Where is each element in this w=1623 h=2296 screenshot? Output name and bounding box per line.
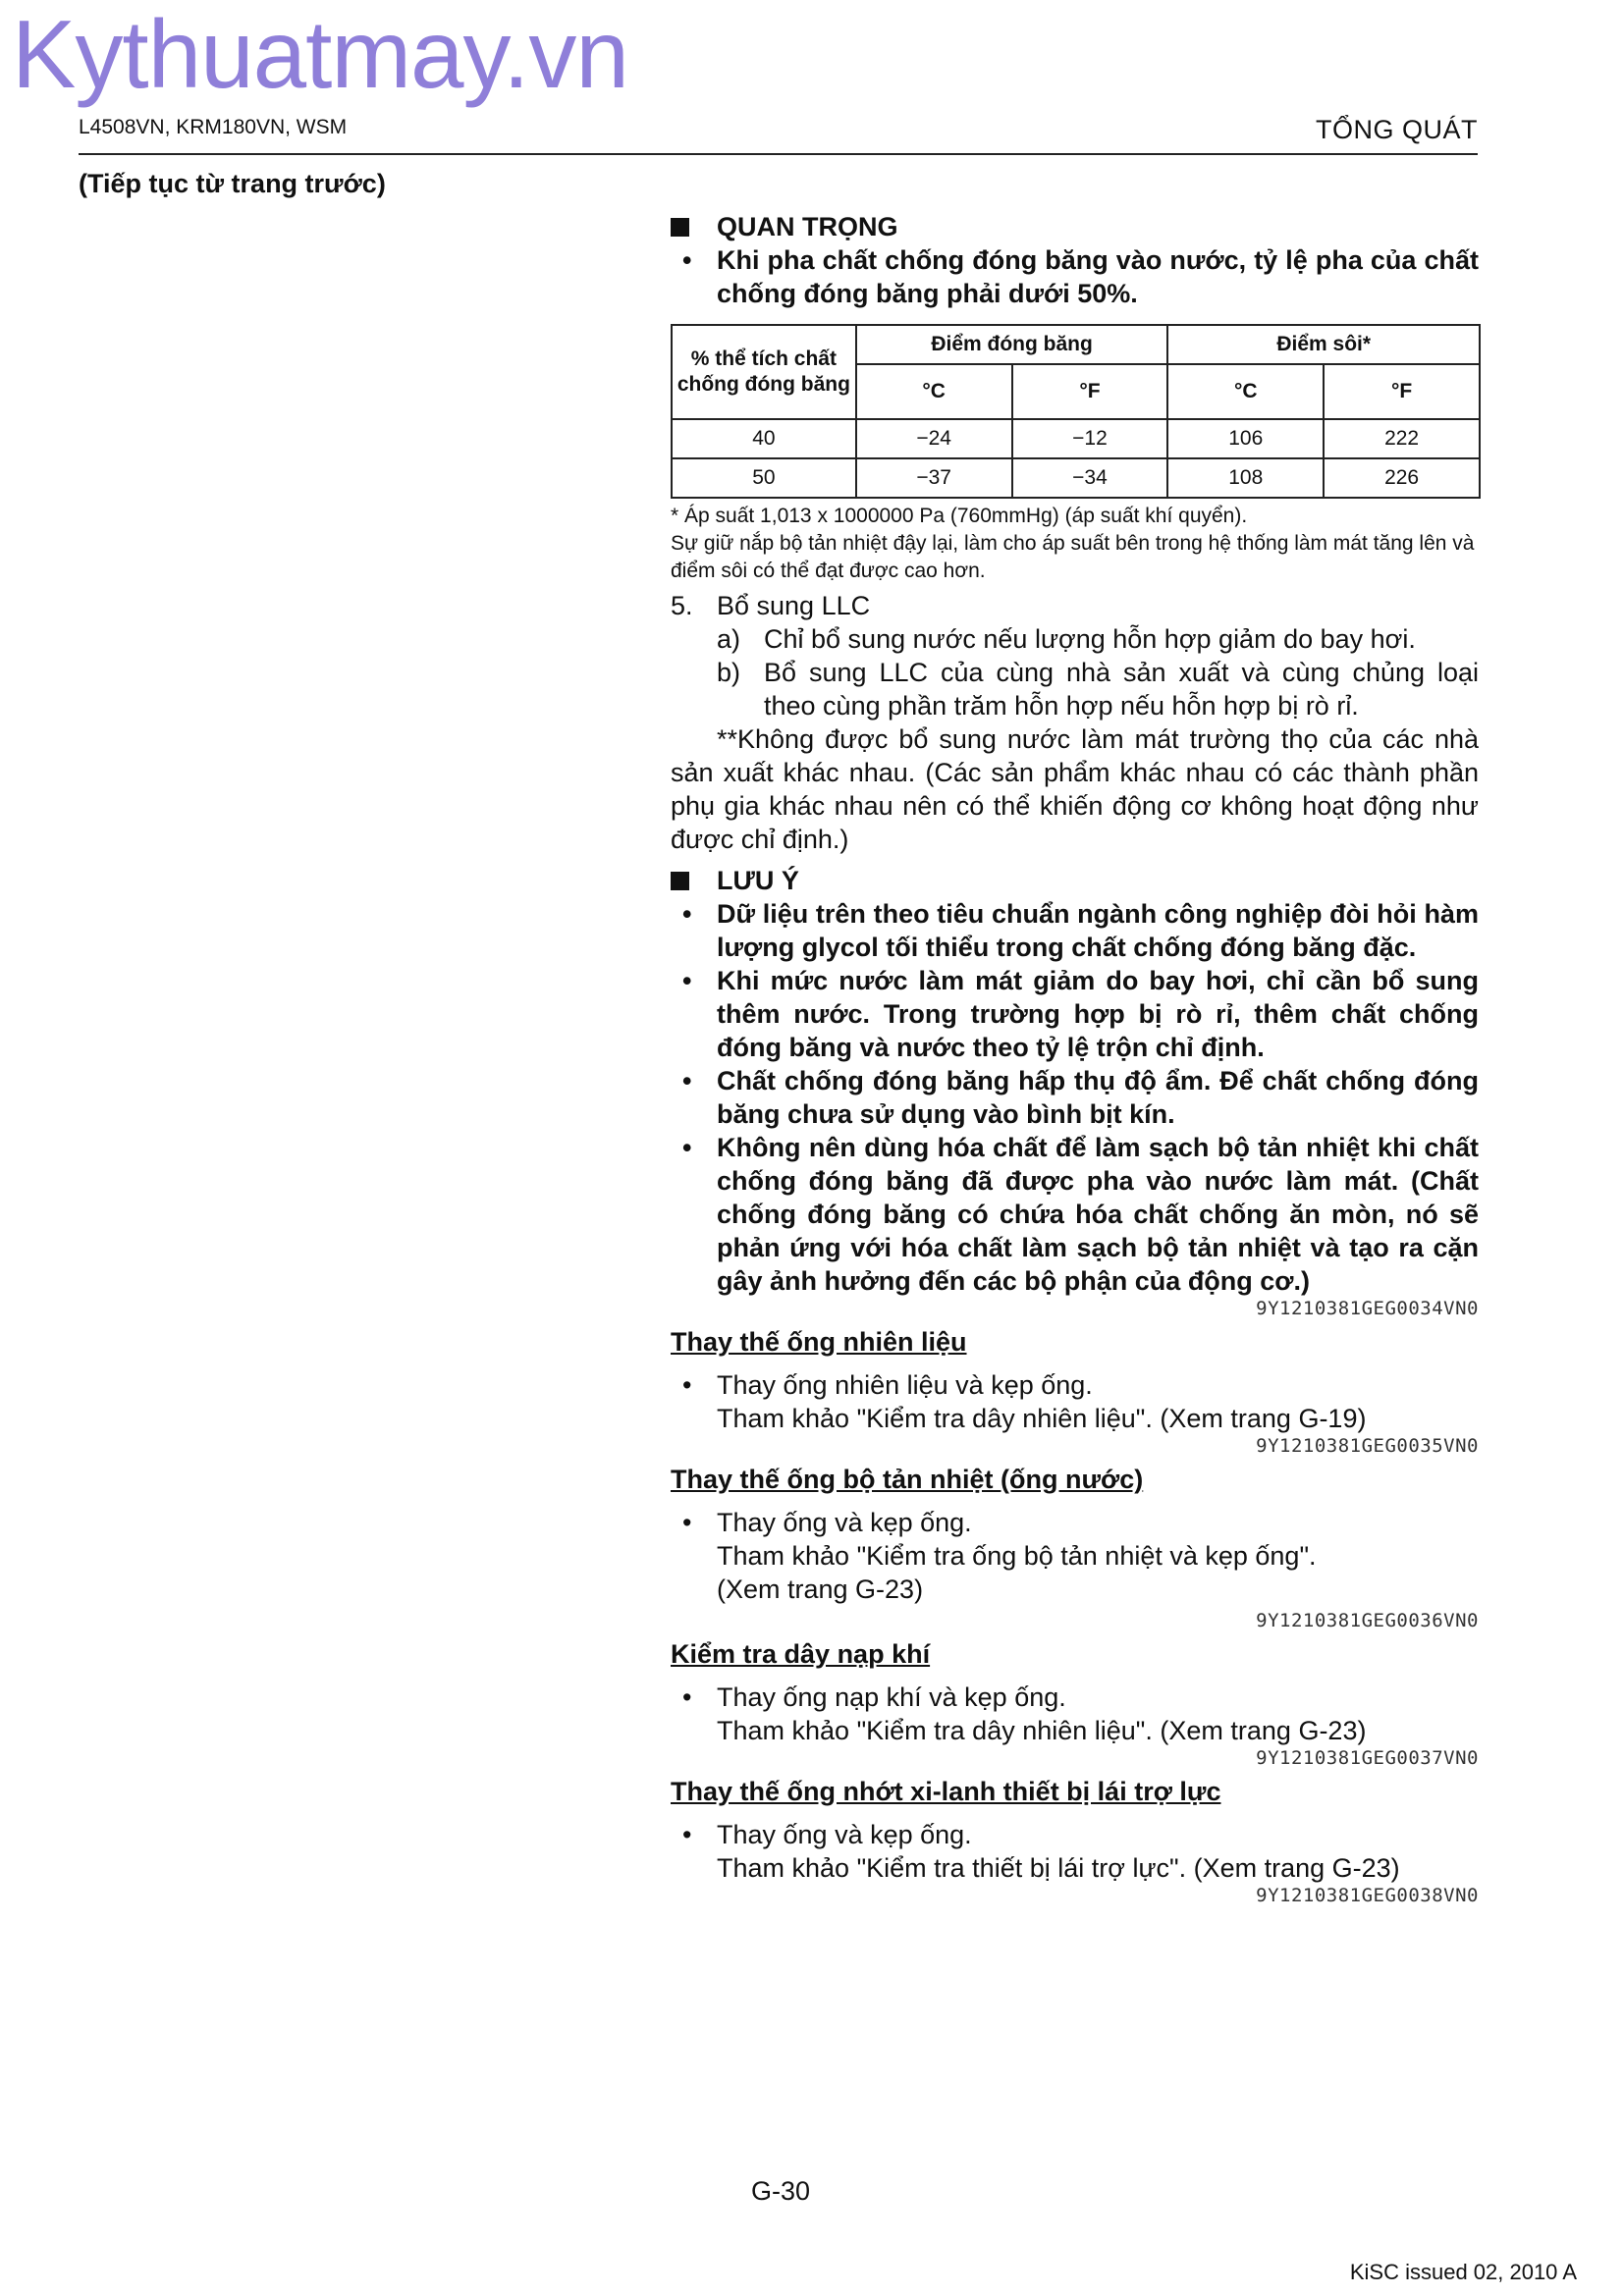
bullet-icon: • <box>682 1508 692 1537</box>
step-5 <box>671 589 1479 622</box>
doc-code: 9Y1210381GEG0035VN0 <box>1256 1435 1479 1457</box>
doc-code: 9Y1210381GEG0034VN0 <box>1256 1298 1479 1319</box>
section-line: Thay ống nạp khí và kẹp ống. <box>717 1682 1066 1712</box>
th-boil-c: °C <box>1167 364 1324 419</box>
section-bullet <box>671 1368 1479 1435</box>
note-bullet <box>671 897 1479 964</box>
note-bullet <box>671 964 1479 1064</box>
section-line: Tham khảo "Kiểm tra dây nhiên liệu". (Xem trang G-23) <box>717 1716 1367 1745</box>
sub-label: a) <box>717 624 741 654</box>
section-bullet <box>671 1681 1479 1747</box>
header-section: TỔNG QUÁT <box>1316 115 1478 144</box>
table-cell: 226 <box>1324 458 1480 498</box>
table-note-pressure: * Áp suất 1,013 x 1000000 Pa (760mmHg) (áp suất khí quyển). <box>671 505 1248 527</box>
note-heading <box>671 864 1479 897</box>
bullet-icon: • <box>682 1682 692 1712</box>
table-cell: 108 <box>1167 458 1324 498</box>
page-number: G-30 <box>751 2176 811 2206</box>
step-title: Bổ sung LLC <box>717 591 871 620</box>
note-bullet <box>671 1064 1479 1131</box>
note-text: Dữ liệu trên theo tiêu chuẩn ngành công nghiệp đòi hỏi hàm lượng glycol tối thiểu trong chất chống đóng băng đặc. <box>717 899 1479 962</box>
th-volume: % thể tích chất chống đóng băng <box>672 325 856 419</box>
doc-code: 9Y1210381GEG0036VN0 <box>1256 1610 1479 1631</box>
sub-label: b) <box>717 658 741 687</box>
section-bullet <box>671 1818 1479 1885</box>
table-row <box>672 458 1480 498</box>
section-bullet <box>671 1506 1479 1606</box>
note-bullet <box>671 1131 1479 1298</box>
section-line: Tham khảo "Kiểm tra dây nhiên liệu". (Xem trang G-19) <box>717 1404 1367 1433</box>
watermark-logo: Kythuatmay.vn <box>12 0 628 108</box>
square-bullet-icon <box>671 872 689 890</box>
sub-text: Bổ sung LLC của cùng nhà sản xuất và cùng chủng loại theo cùng phần trăm hỗn hợp nếu hỗn hợp bị rò rỉ. <box>764 658 1479 721</box>
bullet-icon: • <box>682 1370 692 1400</box>
table-cell: 222 <box>1324 419 1480 458</box>
section-title: Thay thế ống nhớt xi-lanh thiết bị lái trợ lực <box>671 1777 1221 1806</box>
sub-text: Chỉ bổ sung nước nếu lượng hỗn hợp giảm do bay hơi. <box>764 624 1416 654</box>
table-cell: 50 <box>672 458 856 498</box>
step-5b <box>671 656 1479 722</box>
important-title: QUAN TRỌNG <box>717 212 898 241</box>
th-boil-f: °F <box>1324 364 1480 419</box>
table-cell: −34 <box>1012 458 1168 498</box>
bullet-icon: • <box>682 1133 692 1162</box>
header-rule <box>79 153 1478 155</box>
section-line: Thay ống và kẹp ống. <box>717 1508 972 1537</box>
important-heading <box>671 210 1479 243</box>
th-freeze: Điểm đóng băng <box>856 325 1168 364</box>
step-5a <box>671 622 1479 656</box>
section-line: Tham khảo "Kiểm tra thiết bị lái trợ lực". (Xem trang G-23) <box>717 1853 1400 1883</box>
bullet-icon: • <box>682 1066 692 1095</box>
section-title: Thay thế ống bộ tản nhiệt (ống nước) <box>671 1465 1144 1494</box>
square-bullet-icon <box>671 218 689 237</box>
th-freeze-c: °C <box>856 364 1012 419</box>
main-column <box>671 210 1479 1906</box>
table-row <box>672 419 1480 458</box>
table-cell: −24 <box>856 419 1012 458</box>
section-title: Kiểm tra dây nạp khí <box>671 1639 931 1669</box>
step-5-note: **Không được bổ sung nước làm mát trường thọ của các nhà sản xuất khác nhau. (Các sản phẩm khác nhau có các thành phần phụ gia khác nhau nên có thể khiến động cơ không hoạt động như được chỉ định.) <box>671 724 1479 854</box>
bullet-icon: • <box>682 966 692 995</box>
note-text: Khi mức nước làm mát giảm do bay hơi, chỉ cần bổ sung thêm nước. Trong trường hợp bị rò rỉ, thêm chất chống đóng băng và nước theo tỷ lệ trộn chỉ định. <box>717 966 1479 1062</box>
section-line: Thay ống nhiên liệu và kẹp ống. <box>717 1370 1093 1400</box>
section-title: Thay thế ống nhiên liệu <box>671 1327 967 1357</box>
th-freeze-f: °F <box>1012 364 1168 419</box>
header-model: L4508VN, KRM180VN, WSM <box>79 116 348 138</box>
doc-code: 9Y1210381GEG0037VN0 <box>1256 1747 1479 1769</box>
note-title: LƯU Ý <box>717 866 799 895</box>
section-line: Tham khảo "Kiểm tra ống bộ tản nhiệt và kẹp ống". <box>717 1541 1317 1571</box>
table-note-cap: Sự giữ nắp bộ tản nhiệt đậy lại, làm cho áp suất bên trong hệ thống làm mát tăng lên và điểm sôi có thể đạt được cao hơn. <box>671 532 1475 582</box>
important-bullet <box>671 243 1479 310</box>
continued-label: (Tiếp tục từ trang trước) <box>79 169 386 198</box>
section-line: (Xem trang G-23) <box>717 1575 924 1604</box>
bullet-icon: • <box>682 1820 692 1849</box>
doc-code: 9Y1210381GEG0038VN0 <box>1256 1885 1479 1906</box>
table-cell: 40 <box>672 419 856 458</box>
antifreeze-table <box>671 324 1481 499</box>
issued-label: KiSC issued 02, 2010 A <box>1349 2260 1577 2284</box>
table-cell: −37 <box>856 458 1012 498</box>
important-text: Khi pha chất chống đóng băng vào nước, tỷ lệ pha của chất chống đóng băng phải dưới 50%. <box>717 245 1479 308</box>
bullet-icon: • <box>682 899 692 929</box>
table-cell: 106 <box>1167 419 1324 458</box>
step-number: 5. <box>671 591 693 620</box>
th-boil: Điểm sôi* <box>1167 325 1480 364</box>
note-text: Không nên dùng hóa chất để làm sạch bộ tản nhiệt khi chất chống đóng băng đã được pha vào nước làm mát. (Chất chống đóng băng có chứa hóa chất chống ăn mòn, nó sẽ phản ứng với hóa chất làm sạch bộ tản nhiệt và tạo ra cặn gây ảnh hưởng đến các bộ phận của động cơ.) <box>717 1133 1479 1296</box>
note-text: Chất chống đóng băng hấp thụ độ ẩm. Để chất chống đóng băng chưa sử dụng vào bình bịt kín. <box>717 1066 1479 1129</box>
bullet-icon: • <box>682 245 692 275</box>
section-line: Thay ống và kẹp ống. <box>717 1820 972 1849</box>
table-cell: −12 <box>1012 419 1168 458</box>
